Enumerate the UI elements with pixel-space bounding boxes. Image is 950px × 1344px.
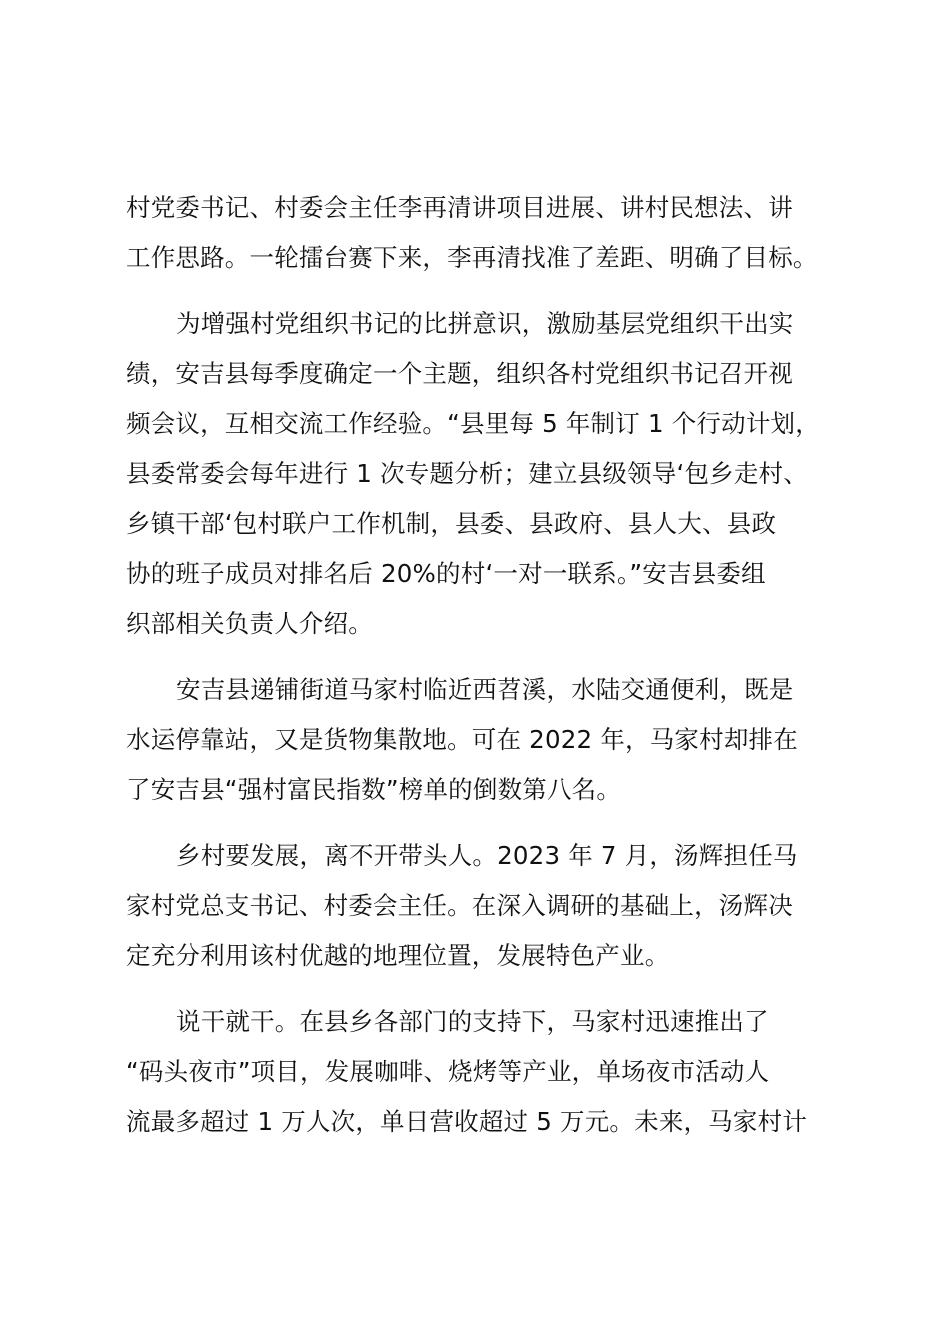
paragraph-night-market	[126, 997, 838, 1147]
text-line: 为增强村党组织书记的比拼意识，激励基层党组织干出实	[176, 309, 794, 338]
text-line: 乡村要发展，离不开带头人。2023 年 7 月，汤辉担任马	[176, 841, 798, 870]
paragraph-continuation	[126, 183, 838, 283]
text-line: “码头夜市”项目，发展咖啡、烧烤等产业，单场夜市活动人	[126, 1057, 770, 1086]
text-line: 协的班子成员对排名后 20%的村‘一对一联系。”安吉县委组	[126, 559, 766, 588]
paragraph-leader	[126, 831, 838, 981]
text-line: 了安吉县“强村富民指数”榜单的倒数第八名。	[126, 775, 622, 804]
text-line: 说干就干。在县乡各部门的支持下，马家村迅速推出了	[176, 1007, 769, 1036]
text-line: 家村党总支书记、村委会主任。在深入调研的基础上，汤辉决	[126, 891, 793, 920]
document-body	[126, 183, 838, 1163]
text-line: 绩，安吉县每季度确定一个主题，组织各村党组织书记召开视	[126, 359, 793, 388]
text-line: 村党委书记、村委会主任李再清讲项目进展、讲村民想法、讲	[126, 193, 793, 222]
text-line: 工作思路。一轮擂台赛下来，李再清找准了差距、明确了目标。	[126, 243, 818, 272]
text-line: 流最多超过 1 万人次，单日营收超过 5 万元。未来，马家村计	[126, 1107, 808, 1136]
text-line: 县委常委会每年进行 1 次专题分析；建立县级领导‘包乡走村、	[126, 459, 808, 488]
text-line: 乡镇干部‘包村联户工作机制，县委、县政府、县人大、县政	[126, 509, 777, 538]
text-line: 织部相关负责人介绍。	[126, 609, 373, 638]
text-line: 定充分利用该村优越的地理位置，发展特色产业。	[126, 941, 670, 970]
paragraph-majia-village	[126, 665, 838, 815]
text-line: 频会议，互相交流工作经验。“县里每 5 年制订 1 个行动计划，	[126, 409, 820, 438]
text-line: 水运停靠站，又是货物集散地。可在 2022 年，马家村却排在	[126, 725, 798, 754]
paragraph-competition	[126, 299, 838, 649]
text-line: 安吉县递铺街道马家村临近西苕溪，水陆交通便利，既是	[176, 675, 794, 704]
